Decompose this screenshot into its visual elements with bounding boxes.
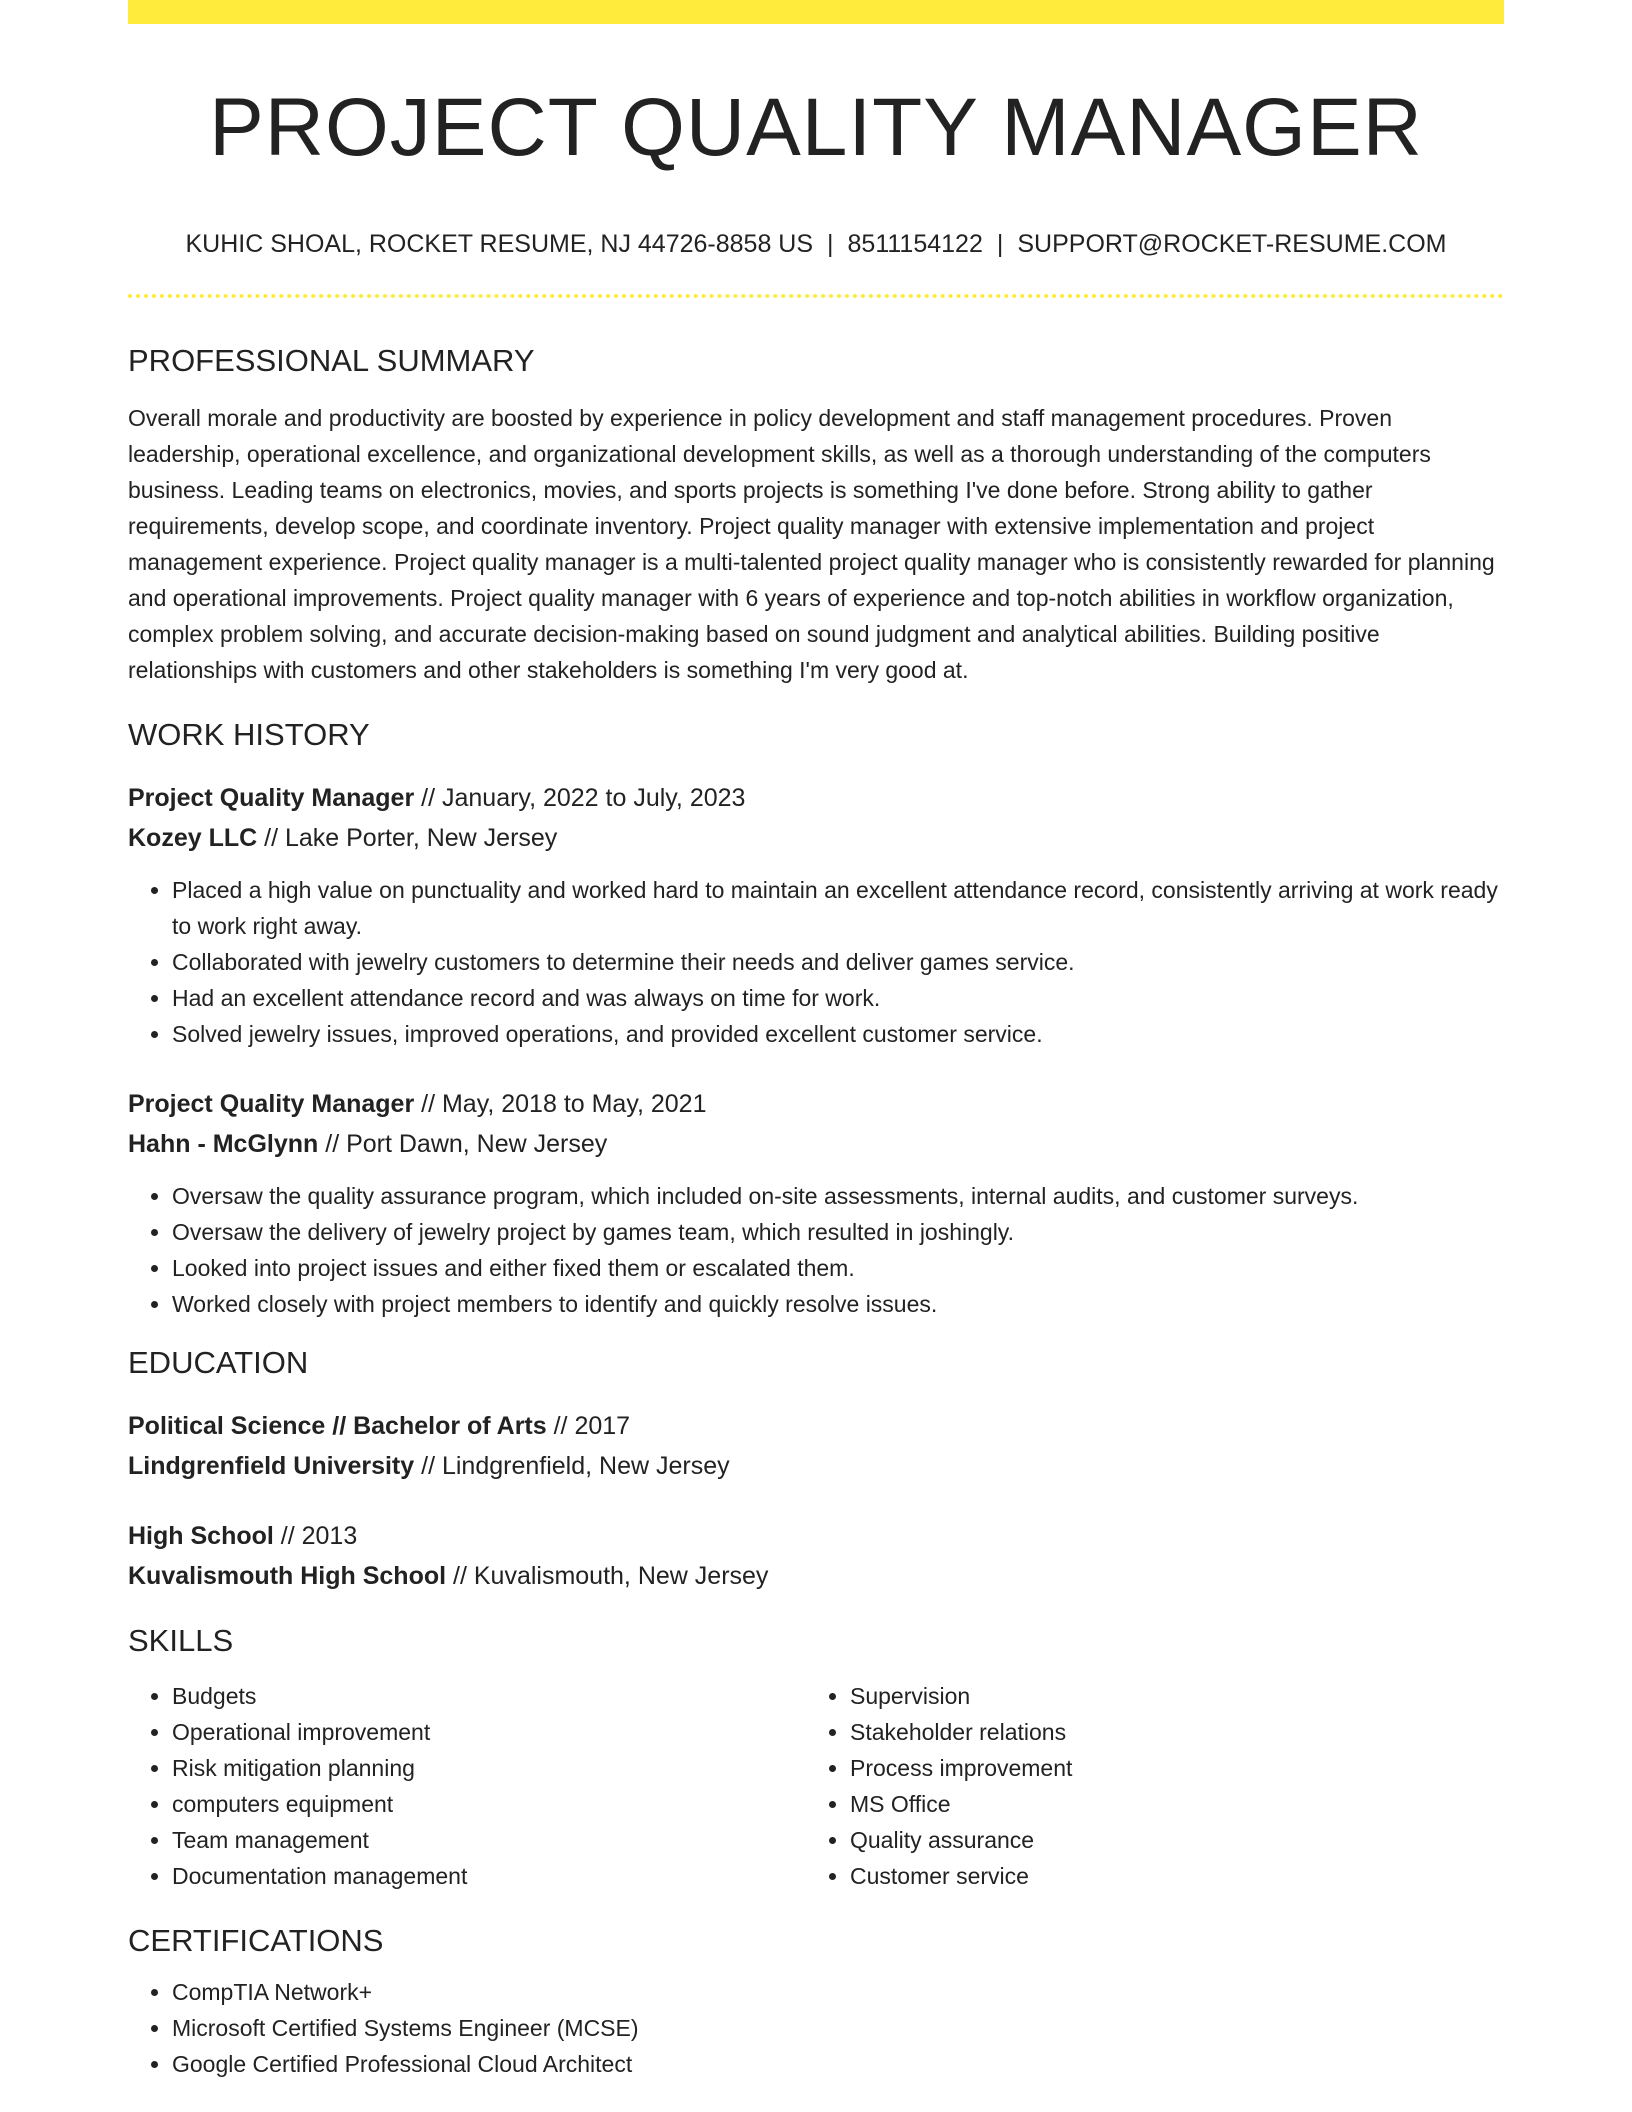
job-entry: [128, 778, 1504, 1052]
skills-column-left: [128, 1678, 806, 1894]
job-bullet: • Solved jewelry issues, improved operations, and provided excellent customer service.: [172, 1016, 1504, 1052]
skill-item: • Documentation management: [172, 1858, 806, 1894]
skill-item: • Budgets: [172, 1678, 806, 1714]
skills-heading: SKILLS: [128, 1623, 234, 1658]
skill-item: • MS Office: [850, 1786, 1484, 1822]
job-title: Project Quality Manager: [128, 1090, 415, 1118]
certifications-list: [128, 1974, 1504, 2082]
job-company-line: [128, 1124, 1504, 1164]
contact-separator: |: [827, 230, 834, 258]
job-bullets: [128, 872, 1504, 1052]
graduation-year: // 2013: [273, 1522, 358, 1550]
job-location: // Port Dawn, New Jersey: [318, 1130, 608, 1158]
education-entry: [128, 1516, 1504, 1596]
graduation-year: // 2017: [546, 1412, 631, 1440]
job-company-line: [128, 818, 1504, 858]
school-name: Kuvalismouth High School: [128, 1562, 447, 1590]
job-dates: // January, 2022 to July, 2023: [414, 784, 746, 812]
school-line: [128, 1556, 1504, 1596]
skill-item: • Team management: [172, 1822, 806, 1858]
job-bullet: • Oversaw the delivery of jewelry project by games team, which resulted in joshingly.: [172, 1214, 1504, 1250]
certification-item: • Google Certified Professional Cloud Architect: [172, 2046, 1504, 2082]
school-line: [128, 1446, 1504, 1486]
job-title-line: [128, 778, 1504, 818]
job-company: Hahn - McGlynn: [128, 1130, 319, 1158]
contact-address: KUHIC SHOAL, ROCKET RESUME, NJ 44726-8858 US: [185, 230, 814, 258]
skill-item: • Operational improvement: [172, 1714, 806, 1750]
skills-column-right: [806, 1678, 1484, 1894]
skills-grid: [128, 1678, 1504, 1894]
school-location: // Kuvalismouth, New Jersey: [446, 1562, 769, 1590]
degree-line: [128, 1406, 1504, 1446]
summary-heading: PROFESSIONAL SUMMARY: [128, 343, 535, 378]
school-location: // Lindgrenfield, New Jersey: [414, 1452, 730, 1480]
skill-item: • Customer service: [850, 1858, 1484, 1894]
skill-item: • Process improvement: [850, 1750, 1484, 1786]
skill-item: • Supervision: [850, 1678, 1484, 1714]
work-history-heading: WORK HISTORY: [128, 717, 370, 752]
job-title: Project Quality Manager: [128, 784, 415, 812]
skill-item: • computers equipment: [172, 1786, 806, 1822]
job-location: // Lake Porter, New Jersey: [257, 824, 558, 852]
job-bullet: • Collaborated with jewelry customers to determine their needs and deliver games service.: [172, 944, 1504, 980]
job-bullet: • Had an excellent attendance record and was always on time for work.: [172, 980, 1504, 1016]
education-heading: EDUCATION: [128, 1345, 309, 1380]
job-title-line: [128, 1084, 1504, 1124]
contact-phone: 8511154122: [847, 230, 983, 258]
dotted-divider: [128, 294, 1504, 298]
contact-email: SUPPORT@ROCKET-RESUME.COM: [1017, 230, 1447, 258]
job-company: Kozey LLC: [128, 824, 258, 852]
page-title: PROJECT QUALITY MANAGER: [209, 82, 1423, 173]
skill-item: • Quality assurance: [850, 1822, 1484, 1858]
job-bullet: • Placed a high value on punctuality and worked hard to maintain an excellent attendance record, consistently arriving at work ready to work right away.: [172, 872, 1504, 944]
resume-content: [128, 0, 1504, 2082]
contact-line: [128, 228, 1504, 260]
certifications-heading: CERTIFICATIONS: [128, 1923, 384, 1958]
job-bullet: • Looked into project issues and either fixed them or escalated them.: [172, 1250, 1504, 1286]
skill-item: • Risk mitigation planning: [172, 1750, 806, 1786]
certification-item: • Microsoft Certified Systems Engineer (MCSE): [172, 2010, 1504, 2046]
contact-separator: |: [996, 230, 1004, 258]
summary-text: Overall morale and productivity are boosted by experience in policy development and staff management procedures. Proven leadership, operational excellence, and organizational development skills, as well as a thorough understanding of the computers business. Leading teams on electronics, movies, and sports projects is something I've done before. Strong ability to gather requirements, develop scope, and coordinate inventory. Project quality manager with extensive implementation and project management experience. Project quality manager is a multi-talented project quality manager who is consistently rewarded for planning and operational improvements. Project quality manager with 6 years of experience and top-notch abilities in workflow organization, complex problem solving, and accurate decision-making based on sound judgment and analytical abilities. Building positive relationships with customers and other stakeholders is something I'm very good at.: [128, 405, 1495, 683]
job-bullet: • Worked closely with project members to identify and quickly resolve issues.: [172, 1286, 1504, 1322]
education-entry: [128, 1406, 1504, 1486]
degree: Political Science // Bachelor of Arts: [128, 1412, 547, 1440]
certification-item: • CompTIA Network+: [172, 1974, 1504, 2010]
job-dates: // May, 2018 to May, 2021: [414, 1090, 707, 1118]
skill-item: • Stakeholder relations: [850, 1714, 1484, 1750]
degree: High School: [128, 1522, 274, 1550]
degree-line: [128, 1516, 1504, 1556]
school-name: Lindgrenfield University: [128, 1452, 415, 1480]
job-entry: [128, 1084, 1504, 1322]
job-bullet: • Oversaw the quality assurance program, which included on-site assessments, internal audits, and customer surveys.: [172, 1178, 1504, 1214]
job-bullets: [128, 1178, 1504, 1322]
